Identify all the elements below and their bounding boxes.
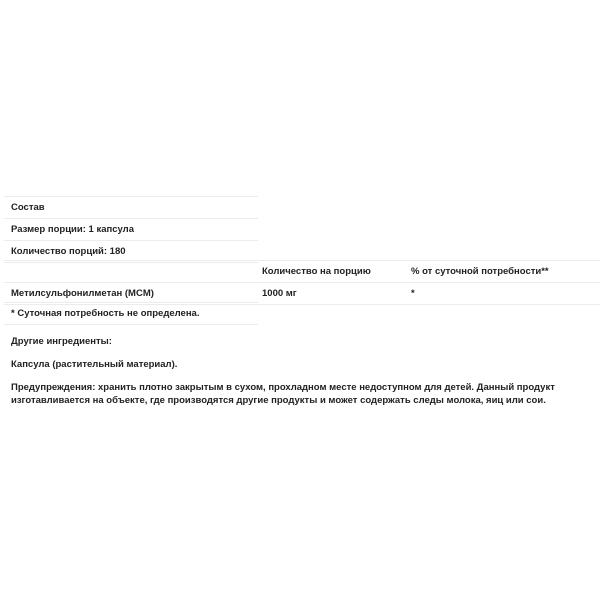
servings-count: Количество порций: 180	[4, 241, 258, 263]
table-row	[4, 303, 258, 325]
supplement-facts-table	[4, 260, 600, 305]
table-row	[4, 219, 258, 241]
table-header-row	[4, 261, 600, 283]
other-ingredients-title: Другие ингредиенты:	[11, 336, 112, 347]
ingredient-amount: 1000 мг	[255, 283, 404, 305]
footnote-table	[4, 302, 258, 325]
header-daily-value: % от суточной потребности**	[404, 261, 600, 283]
supplement-info-table	[4, 196, 258, 263]
header-amount: Количество на порцию	[255, 261, 404, 283]
warning-text: Предупреждения: хранить плотно закрытым в сухом, прохладном месте недоступном для детей. Данный продукт изготавливается на объекте, где производятся другие продукты и может содержать следы молока, яиц или сои.	[11, 382, 555, 406]
footnote: * Суточная потребность не определена.	[4, 303, 258, 325]
other-ingredients-text: Капсула (растительный материал).	[11, 359, 178, 370]
ingredient-name: Метилсульфонилметан (MCM)	[4, 283, 255, 305]
composition-title: Состав	[4, 197, 258, 219]
ingredient-daily-value: *	[404, 283, 600, 305]
table-row	[4, 197, 258, 219]
serving-size: Размер порции: 1 капсула	[4, 219, 258, 241]
header-name	[4, 261, 255, 283]
